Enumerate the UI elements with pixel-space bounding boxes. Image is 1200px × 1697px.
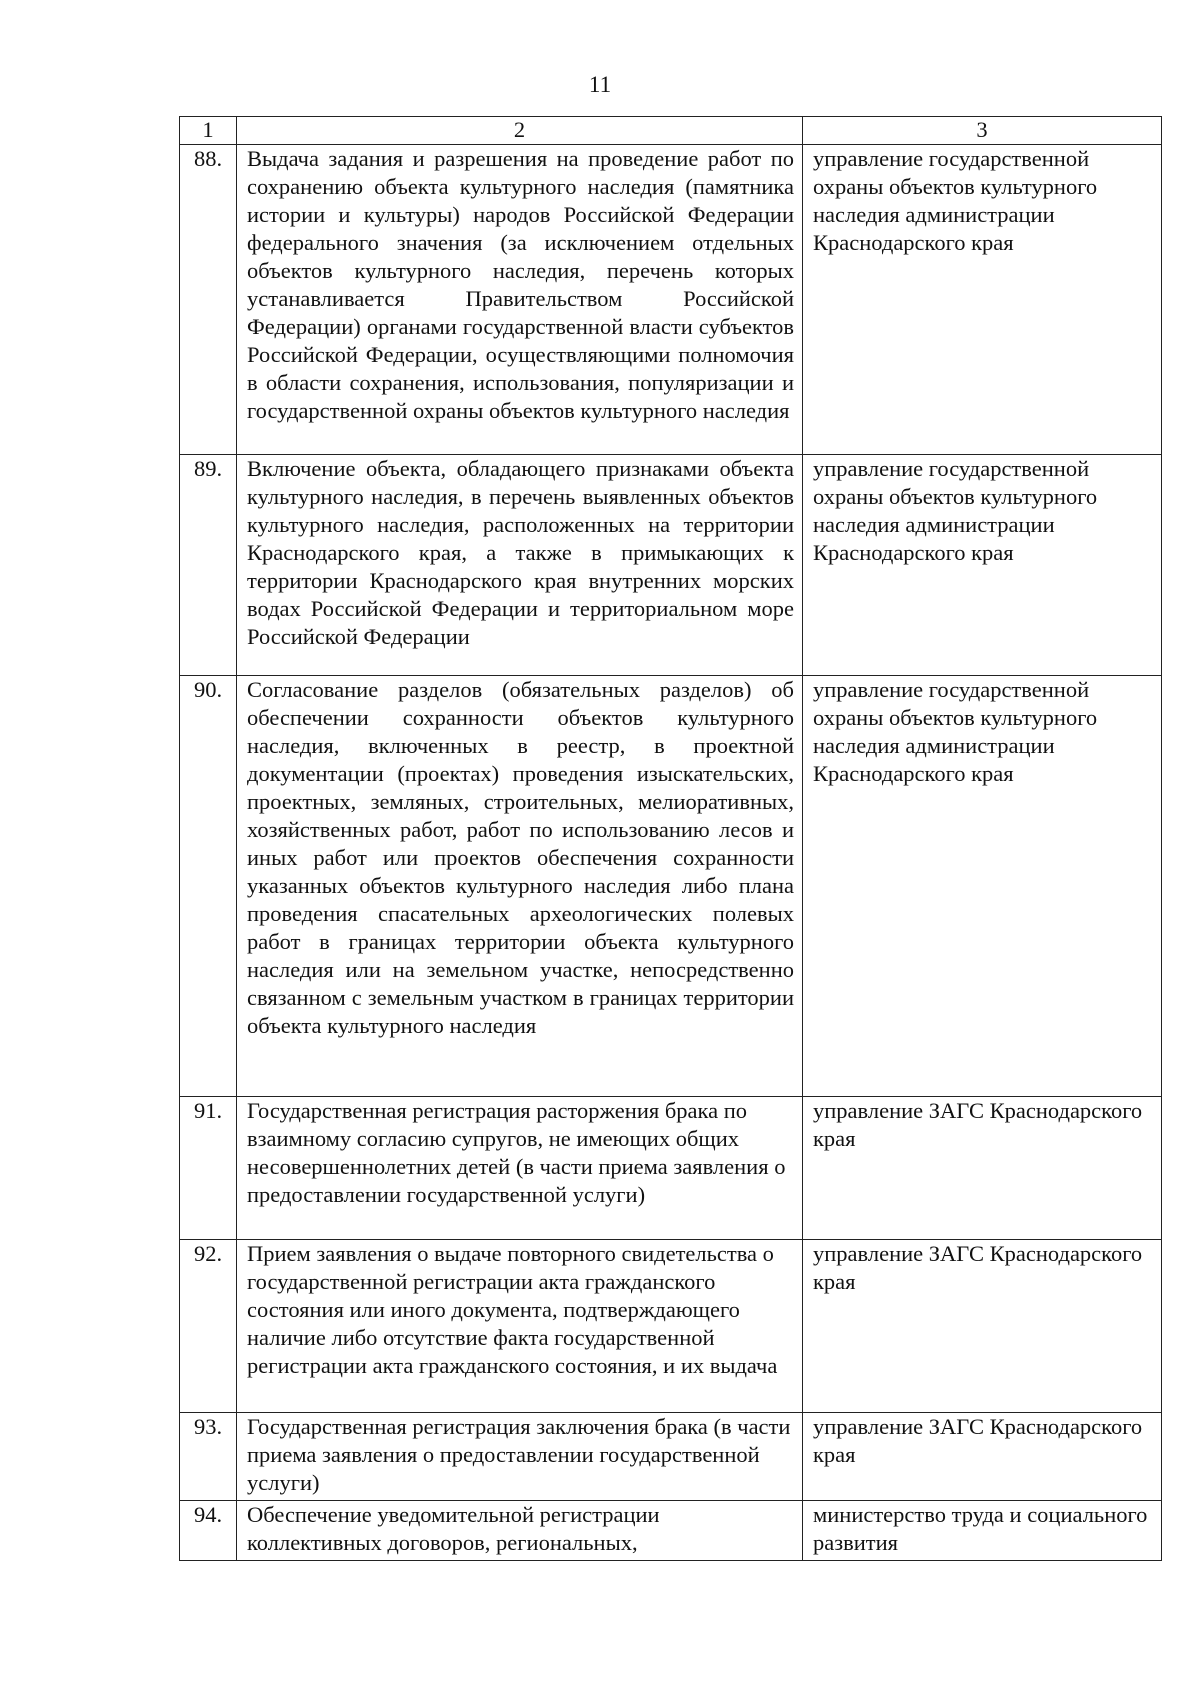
row-number: 90. <box>180 676 237 1097</box>
service-name: Обеспечение уведомительной регистрации коллективных договоров, региональных, <box>237 1501 803 1561</box>
service-name: Государственная регистрация расторжения брака по взаимному согласию супругов, не имеющих общих несовершеннолетних детей (в части приема заявления о предоставлении государственной услуги) <box>237 1097 803 1240</box>
row-number: 92. <box>180 1240 237 1413</box>
responsible-organization: управление ЗАГС Краснодарского края <box>803 1240 1162 1413</box>
header-col-2: 2 <box>237 117 803 145</box>
table-header-row <box>180 117 1162 145</box>
service-name: Согласование разделов (обязательных разделов) об обеспечении сохранности объектов культурного наследия, включенных в реестр, в проектной документации (проектах) проведения изыскательских, проектных, земляных, строительных, мелиоративных, хозяйственных работ, работ по использованию лесов и иных работ или проектов обеспечения сохранности указанных объектов культурного наследия либо плана проведения спасательных археологических полевых работ в границах территории объекта культурного наследия или на земельном участке, непосредственно связанном с земельным участком в границах территории объекта культурного наследия <box>237 676 803 1097</box>
table-row <box>180 145 1162 455</box>
header-col-3: 3 <box>803 117 1162 145</box>
service-name: Прием заявления о выдаче повторного свидетельства о государственной регистрации акта гражданского состояния или иного документа, подтверждающего наличие либо отсутствие факта государственной регистрации акта гражданского состояния, и их выдача <box>237 1240 803 1413</box>
responsible-organization: управление государственной охраны объектов культурного наследия администрации Краснодарского края <box>803 145 1162 455</box>
table-row <box>180 1501 1162 1561</box>
row-number: 93. <box>180 1413 237 1501</box>
service-name: Включение объекта, обладающего признаками объекта культурного наследия, в перечень выявленных объектов культурного наследия, расположенных на территории Краснодарского края, а также в примыкающих к территории Краснодарского края внутренних морских водах Российской Федерации и территориальном море Российской Федерации <box>237 455 803 676</box>
page-number: 11 <box>588 72 612 97</box>
table-row <box>180 1240 1162 1413</box>
table-row <box>180 455 1162 676</box>
table-row <box>180 676 1162 1097</box>
responsible-organization: министерство труда и социального развития <box>803 1501 1162 1561</box>
table-row <box>180 1097 1162 1240</box>
row-number: 94. <box>180 1501 237 1561</box>
responsible-organization: управление ЗАГС Краснодарского края <box>803 1413 1162 1501</box>
row-number: 88. <box>180 145 237 455</box>
header-col-1: 1 <box>180 117 237 145</box>
responsible-organization: управление государственной охраны объектов культурного наследия администрации Краснодарского края <box>803 676 1162 1097</box>
row-number: 89. <box>180 455 237 676</box>
service-name: Государственная регистрация заключения брака (в части приема заявления о предоставлении государственной услуги) <box>237 1413 803 1501</box>
table-row <box>180 1413 1162 1501</box>
responsible-organization: управление ЗАГС Краснодарского края <box>803 1097 1162 1240</box>
responsible-organization: управление государственной охраны объектов культурного наследия администрации Краснодарского края <box>803 455 1162 676</box>
services-table <box>179 116 1162 1561</box>
row-number: 91. <box>180 1097 237 1240</box>
service-name: Выдача задания и разрешения на проведение работ по сохранению объекта культурного наследия (памятника истории и культуры) народов Российской Федерации федерального значения (за исключением отдельных объектов культурного наследия, перечень которых устанавливается Правительством Российской Федерации) органами государственной власти субъектов Российской Федерации, осуществляющими полномочия в области сохранения, использования, популяризации и государственной охраны объектов культурного наследия <box>237 145 803 455</box>
